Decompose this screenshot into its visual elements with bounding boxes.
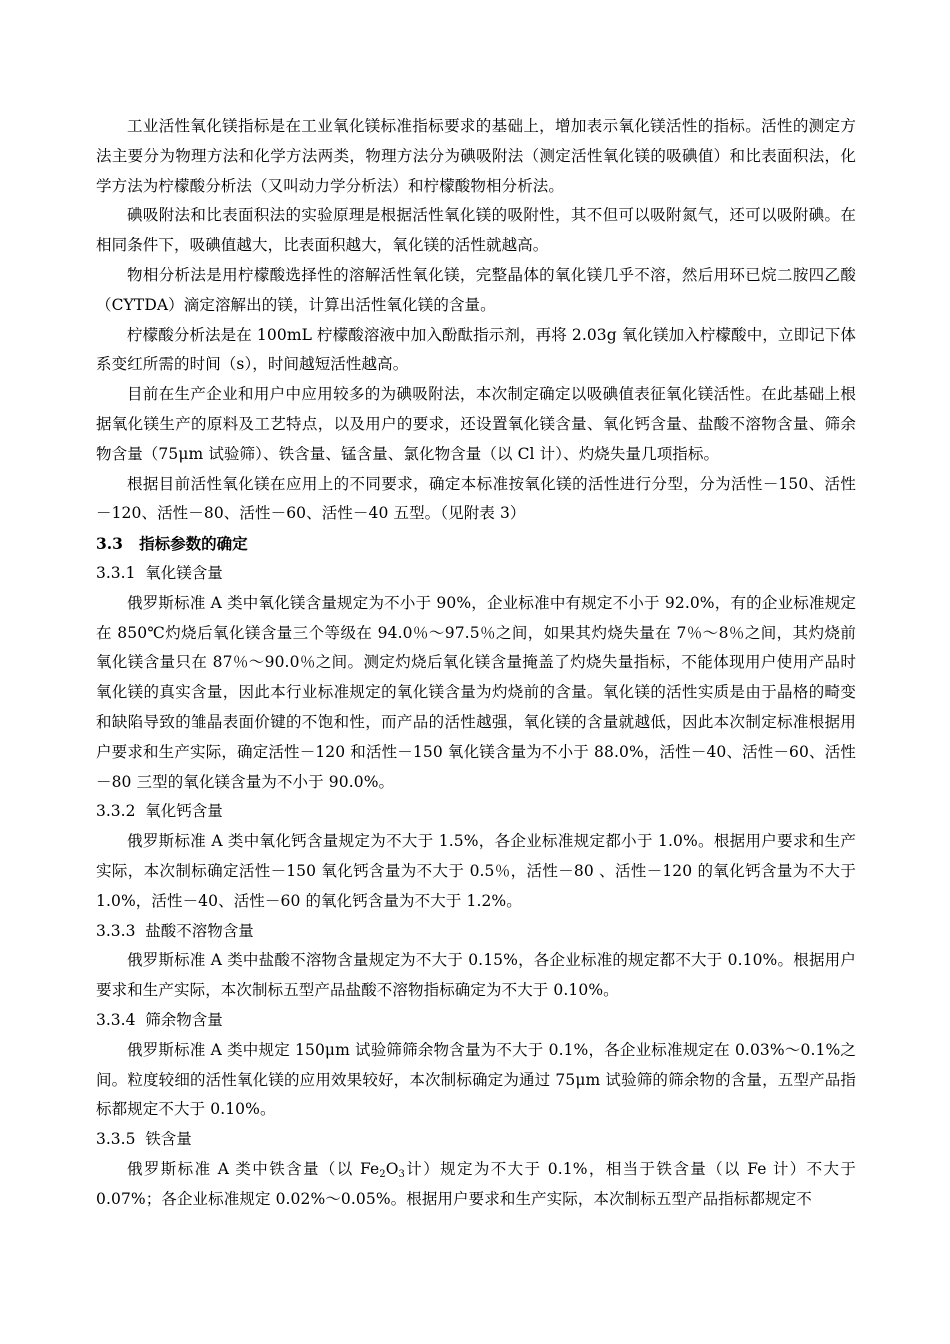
paragraph-iodine-adsorption: 碘吸附法和比表面积法的实验原理是根据活性氧化镁的吸附性，其不但可以吸附氮气，还可以吸附碘。在相同条件下，吸碘值越大，比表面积越大，氧化镁的活性就越高。 bbox=[96, 206, 856, 255]
paragraph-activity-definition: 工业活性氧化镁指标是在工业氧化镁标准指标要求的基础上，增加表示氧化镁活性的指标。活性的测定方法主要分为物理方法和化学方法两类，物理方法分为碘吸附法（测定活性氧化镁的吸碘值）和比表面积法，化学方法为柠檬酸分析法（又叫动力学分析法）和柠檬酸物相分析法。 bbox=[96, 117, 856, 195]
document-page bbox=[96, 112, 856, 1214]
subsection-heading-3-3-1: 3.3.1 氧化镁含量 bbox=[96, 563, 223, 582]
paragraph-hcl-insoluble: 俄罗斯标准 A 类中盐酸不溶物含量规定为不大于 0.15%，各企业标准的规定都不大于 0.10%。根据用户要求和生产实际，本次制标五型产品盐酸不溶物指标确定为不大于 0.10%。 bbox=[96, 951, 856, 1000]
paragraph-cao-content: 俄罗斯标准 A 类中氧化钙含量规定为不大于 1.5%，各企业标准规定都小于 1.0%。根据用户要求和生产实际，本次制标确定活性－150 氧化钙含量为不大于 0.5％，活性－80 、活性－120 的氧化钙含量为不大于 1.0%，活性－40、活性－60 的氧化钙含量为不大于 1.2%。 bbox=[96, 832, 856, 910]
subsection-heading-3-3-5: 3.3.5 铁含量 bbox=[96, 1130, 192, 1149]
iron-text-part-c: 计）规定为不大于 0.1%，相当于铁含量（以 Fe 计）不大于 0.07%；各企业标准规定 0.02%～0.05%。根据用户要求和生产实际，本次制标五型产品指标都规定不 bbox=[96, 1159, 856, 1208]
paragraph-indicator-selection: 目前在生产企业和用户中应用较多的为碘吸附法，本次制定确定以吸碘值表征氧化镁活性。在此基础上根据氧化镁生产的原料及工艺特点，以及用户的要求，还设置氧化镁含量、氧化钙含量、盐酸不溶物含量、筛余物含量（75μm 试验筛）、铁含量、锰含量、氯化物含量（以 Cl 计）、灼烧失量几项指标。 bbox=[96, 385, 856, 463]
section-heading-3-3: 3.3 指标参数的确定 bbox=[96, 534, 248, 554]
iron-subscript-2: 2 bbox=[379, 1168, 386, 1180]
paragraph-classification: 根据目前活性氧化镁在应用上的不同要求，确定本标准按氧化镁的活性进行分型，分为活性－150、活性－120、活性－80、活性－60、活性－40 五型。（见附表 3） bbox=[96, 474, 856, 523]
subsection-heading-3-3-3: 3.3.3 盐酸不溶物含量 bbox=[96, 921, 254, 940]
subsection-heading-3-3-4: 3.3.4 筛余物含量 bbox=[96, 1010, 223, 1029]
paragraph-mgo-content: 俄罗斯标准 A 类中氧化镁含量规定为不小于 90%，企业标准中有规定不小于 92.0%，有的企业标准规定在 850℃灼烧后氧化镁含量三个等级在 94.0％～97.5％之间，如果其灼烧失量在 7％～8％之间，其灼烧前氧化镁含量只在 87％～90.0％之间。测定灼烧后氧化镁含量掩盖了灼烧失量指标，不能体现用户使用产品时氧化镁的真实含量，因此本行业标准规定的氧化镁含量为灼烧前的含量。氧化镁的活性实质是由于晶格的畸变和缺陷导致的雏晶表面价键的不饱和性，而产品的活性越强，氧化镁的含量就越低，因此本次制定标准根据用户要求和生产实际，确定活性－120 和活性－150 氧化镁含量为不小于 88.0%，活性－40、活性－60、活性－80 三型的氧化镁含量为不小于 90.0%。 bbox=[96, 593, 856, 791]
paragraph-phase-analysis: 物相分析法是用柠檬酸选择性的溶解活性氧化镁，完整晶体的氧化镁几乎不溶，然后用环已烷二胺四乙酸（CYTDA）滴定溶解出的镁，计算出活性氧化镁的含量。 bbox=[96, 265, 856, 314]
paragraph-iron-content bbox=[96, 1155, 856, 1215]
iron-text-part-a: 俄罗斯标准 A 类中铁含量（以 Fe bbox=[127, 1159, 380, 1178]
iron-subscript-3: 3 bbox=[398, 1168, 406, 1180]
subsection-heading-3-3-2: 3.3.2 氧化钙含量 bbox=[96, 802, 223, 821]
paragraph-sieve-residue: 俄罗斯标准 A 类中规定 150μm 试验筛筛余物含量为不大于 0.1%，各企业标准规定在 0.03%～0.1%之间。粒度较细的活性氧化镁的应用效果较好，本次制标确定为通过 75μm 试验筛的筛余物的含量，五型产品指标都规定不大于 0.10%。 bbox=[96, 1040, 856, 1119]
paragraph-citric-acid-analysis: 柠檬酸分析法是在 100mL 柠檬酸溶液中加入酚酞指示剂，再将 2.03g 氧化镁加入柠檬酸中，立即记下体系变红所需的时间（s），时间越短活性越高。 bbox=[96, 325, 856, 374]
iron-text-part-b: O bbox=[385, 1159, 399, 1178]
